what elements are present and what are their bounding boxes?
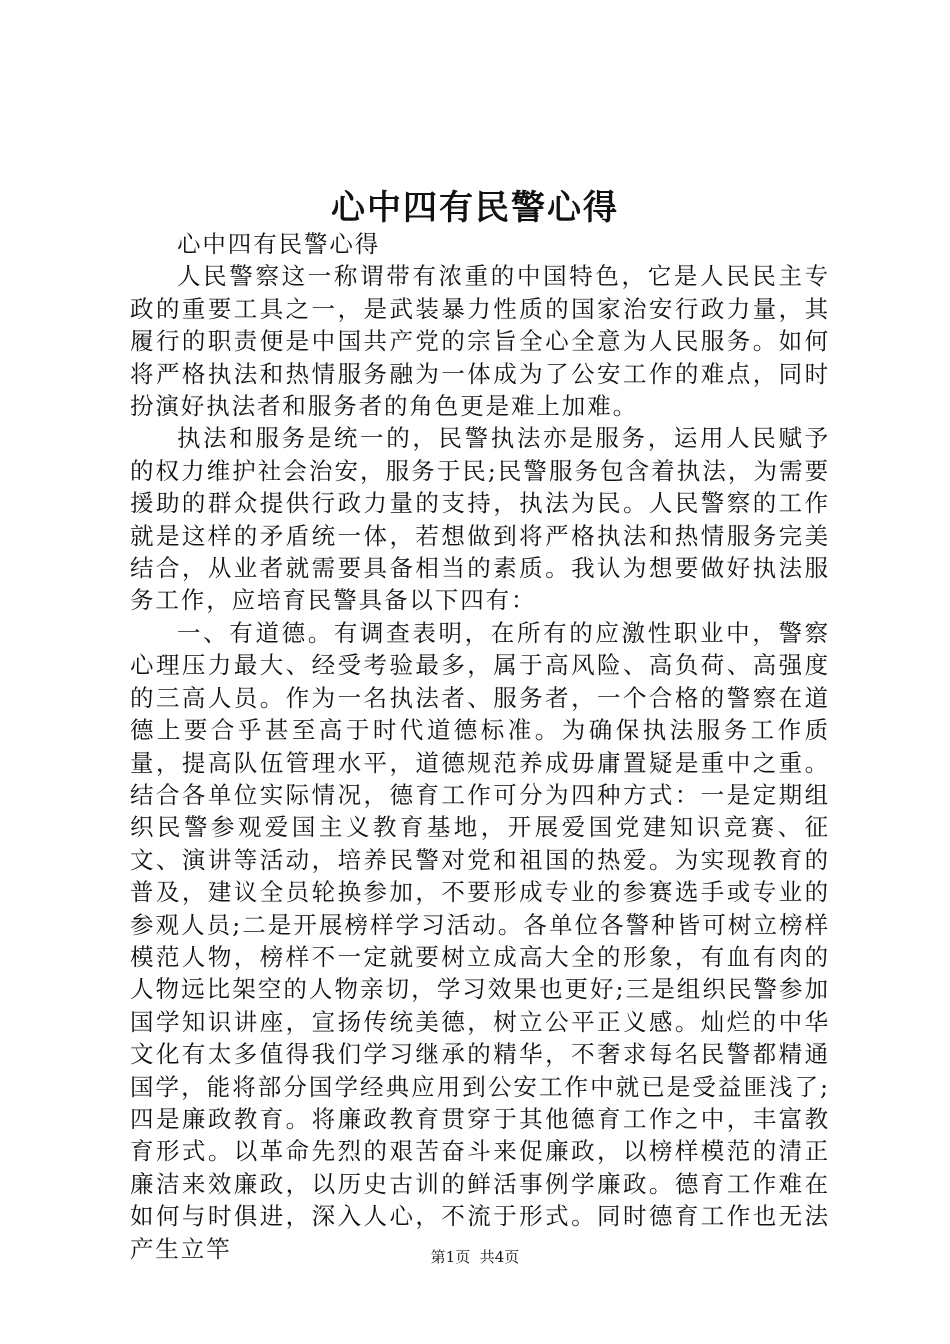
page-number: 第1页 (430, 1248, 471, 1266)
paragraph-subtitle: 心中四有民警心得 (177, 230, 381, 258)
page-total: 共4页 (479, 1248, 520, 1266)
document-title: 心中四有民警心得 (331, 188, 619, 228)
document-body (130, 228, 830, 1265)
paragraph-morality: 一、有道德。有调查表明，在所有的应激性职业中，警察心理压力最大、经受考验最多，属于高风险、高负荷、高强度的三高人员。作为一名执法者、服务者，一个合格的警察在道德上要合乎甚至高于时代道德标准。为确保执法服务工作质量，提高队伍管理水平，道德规范养成毋庸置疑是重中之重。结合各单位实际情况，德育工作可分为四种方式：一是定期组织民警参观爱国主义教育基地，开展爱国党建知识竞赛、征文、演讲等活动，培养民警对党和祖国的热爱。为实现教育的普及，建议全员轮换参加，不要形成专业的参赛选手或专业的参观人员;二是开展榜样学习活动。各单位各警种皆可树立榜样模范人物，榜样不一定就要树立成高大全的形象，有血有肉的人物远比架空的人物亲切，学习效果也更好;三是组织民警参加国学知识讲座，宣扬传统美德，树立公平正义感。灿烂的中华文化有太多值得我们学习继承的精华，不奢求每名民警都精通国学，能将部分国学经典应用到公安工作中就已是受益匪浅了;四是廉政教育。将廉政教育贯穿于其他德育工作之中，丰富教育形式。以革命先烈的艰苦奋斗来促廉政，以榜样模范的清正廉洁来效廉政，以历史古训的鲜活事例学廉政。德育工作难在如何与时俱进，深入人心，不流于形式。同时德育工作也无法产生立竿 (130, 618, 830, 1263)
paragraph-intro: 人民警察这一称谓带有浓重的中国特色，它是人民民主专政的重要工具之一，是武装暴力性质的国家治安行政力量，其履行的职责便是中国共产党的宗旨全心全意为人民服务。如何将严格执法和热情服务融为一体成为了公安工作的难点，同时扮演好执法者和服务者的角色更是难上加难。 (130, 262, 830, 421)
paragraph-law-and-service: 执法和服务是统一的，民警执法亦是服务，运用人民赋予的权力维护社会治安，服务于民;民警服务包含着执法，为需要援助的群众提供行政力量的支持，执法为民。人民警察的工作就是这样的矛盾统一体，若想做到将严格执法和热情服务完美结合，从业者就需要具备相当的素质。我认为想要做好执法服务工作，应培育民警具备以下四有： (130, 424, 830, 615)
page-footer (0, 1247, 950, 1267)
